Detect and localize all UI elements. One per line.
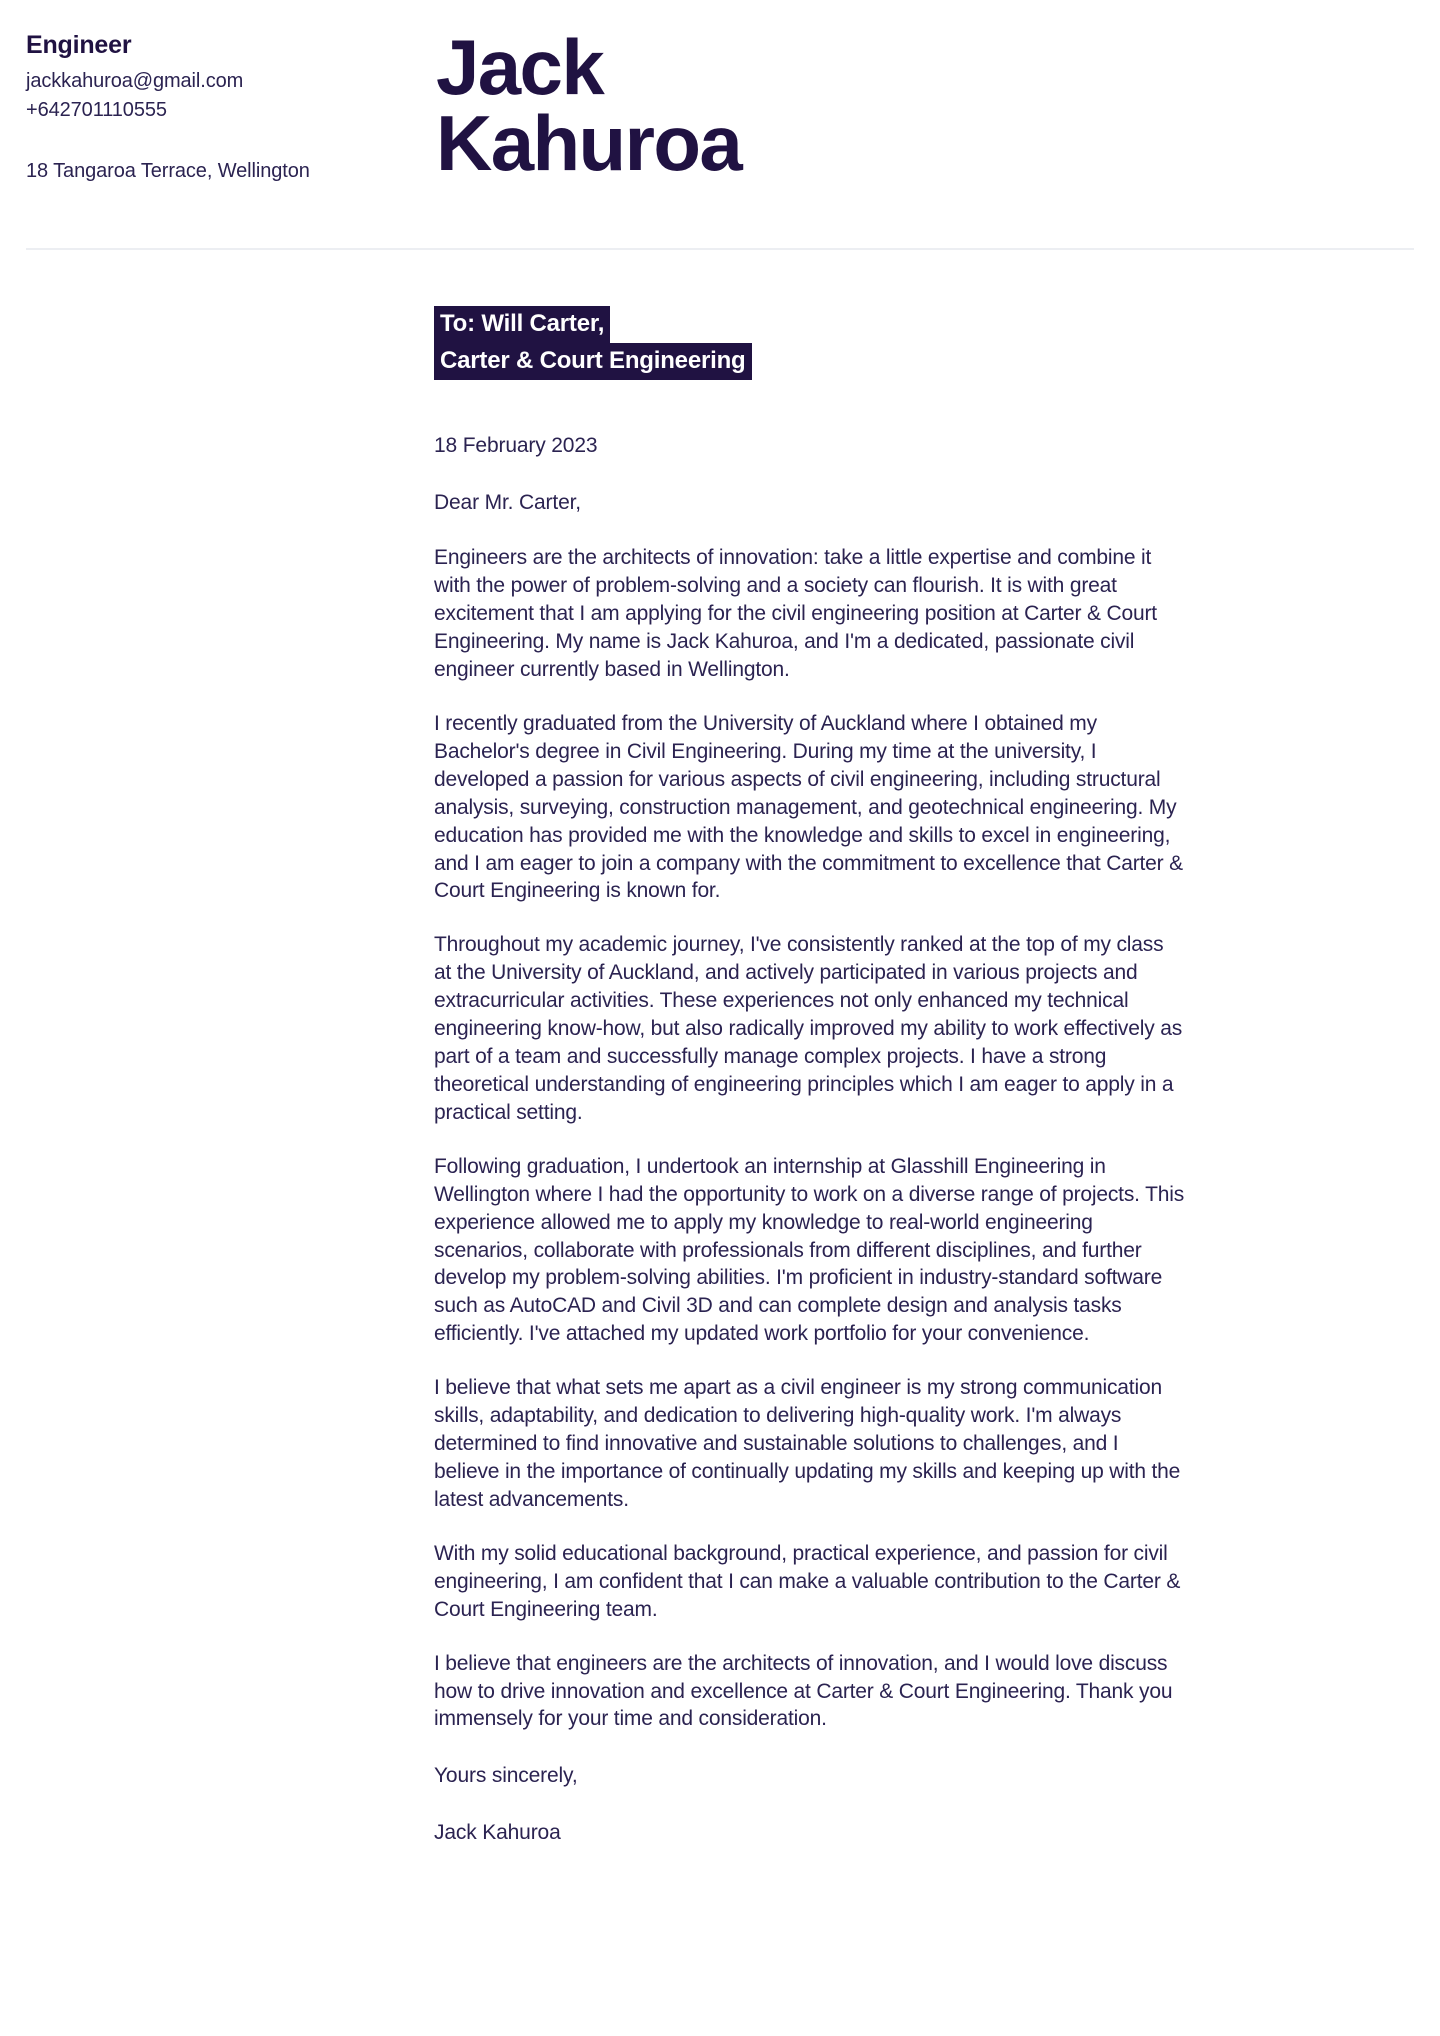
letter-paragraph: Engineers are the architects of innovation: take a little expertise and combine it with the power of problem-solving and a society can flourish. It is with great excitement that I am applying for the civil engineering position at Carter & Court Engineering. My name is Jack Kahuroa, and I'm a dedicated, passionate civil engineer currently based in Wellington. [434,546,1157,681]
recipient-block [434,306,752,380]
job-title: Engineer [26,31,132,59]
page-bottom-spacer [434,1848,1186,2018]
header-name-block [420,23,1440,187]
letter-paragraph: I recently graduated from the University of Auckland where I obtained my Bachelor's degree in Civil Engineering. During my time at the university, I developed a passion for various aspects of civil engineering, including structural analysis, surveying, construction management, and geotechnical engineering. My education has provided me with the knowledge and skills to excel in engineering, and I am eager to join a company with the commitment to excellence that Carter & Court Engineering is known for. [434,711,1183,903]
letter-paragraph: Following graduation, I undertook an internship at Glasshill Engineering in Wellington where I had the opportunity to work on a diverse range of projects. This experience allowed me to apply my knowledge to real-world engineering scenarios, collaborate with professionals from different disciplines, and further develop my problem-solving abilities. I'm proficient in industry-standard software such as AutoCAD and Civil 3D and can complete design and analysis tasks efficiently. I've attached my updated work portfolio for your convenience. [434,1154,1185,1346]
page-title [436,23,1056,187]
email-text: jackkahuroa@gmail.com [26,70,244,93]
phone-text: +642701110555 [26,99,167,122]
letter-header [0,0,1440,186]
letter-signature: Jack Kahuroa [434,1820,561,1844]
letter-date: 18 February 2023 [434,434,598,458]
letter-paragraph: I believe that engineers are the architects of innovation, and I would love discuss how to drive innovation and excellence at Carter & Court Engineering. Thank you immensely for your time and consideration. [434,1651,1173,1731]
last-name: Kahuroa [436,98,742,187]
header-contact-block [0,30,420,186]
first-name: Jack [436,23,604,111]
letter-closing: Yours sincerely, [434,1764,578,1788]
address-text: 18 Tangaroa Terrace, Wellington [26,160,310,183]
letter-paragraph: With my solid educational background, practical experience, and passion for civil engineering, I am confident that I can make a valuable contribution to the Carter & Court Engineering team. [434,1541,1181,1621]
recipient-name: To: Will Carter, [434,306,610,343]
letter-body [0,250,1440,2018]
letter-paragraph: Throughout my academic journey, I've consistently ranked at the top of my class at the University of Auckland, and actively participated in various projects and extracurricular activities. These experiences not only enhanced my technical engineering know-how, but also radically improved my ability to work effectively as part of a team and successfully manage complex projects. I have a strong theoretical understanding of engineering principles which I am eager to apply in a practical setting. [434,933,1183,1124]
letter-paragraph: I believe that what sets me apart as a civil engineer is my strong communication skills, adaptability, and dedication to delivering high-quality work. I'm always determined to find innovative and sustainable solutions to challenges, and I believe in the importance of continually updating my skills and keeping up with the latest advancements. [434,1376,1181,1511]
recipient-company: Carter & Court Engineering [434,343,752,380]
letter-salutation: Dear Mr. Carter, [434,490,581,514]
